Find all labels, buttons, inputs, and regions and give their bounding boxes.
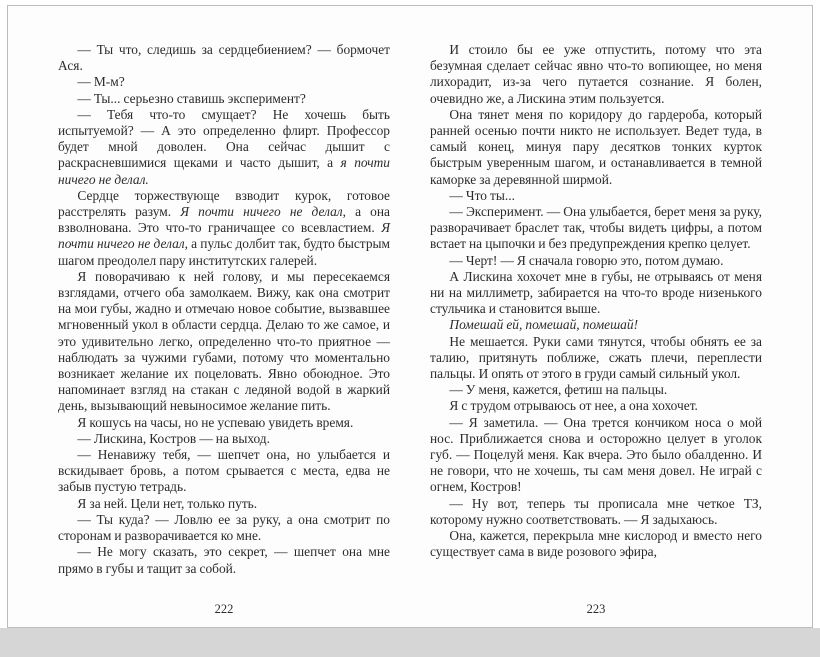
paragraph: — Ненавижу тебя, — шепчет она, но улыбается и вскидывает бровь, а потом срывается с места, едва не забыв пустую тетрадь. — [58, 447, 390, 495]
paragraph: Я с трудом отрываюсь от нее, а она хохочет. — [449, 398, 698, 414]
paragraph: И стоило бы ее уже отпустить, потому что эта безумная сделает сейчас явно что-то вопиющее, но меня лихорадит, из-за чего путается сознание. Я болен, очевидно же, а Лискина этим пользуется. — [430, 42, 762, 106]
paragraph: — У меня, кажется, фетиш на пальцы. — [449, 382, 668, 398]
paragraph: — Тебя что-то смущает? Не хочешь быть испытуемой? — А это определенно флирт. Профессор будет мной доволен. Она сейчас дышит с раскрасневшимися щеками и часто дышит, а я почти ничего не делал. — [58, 106, 390, 187]
paragraph: Она тянет меня по коридору до гардероба, который ранней осенью почти никто не использует. Ведет туда, в самый конец, минуя пару десятков тонких курток быстрым уверенным шагом, и останавливается в темной каморке за деревянной ширмой. — [430, 106, 762, 187]
right-page-text — [430, 42, 762, 561]
paragraph: Не мешается. Руки сами тянутся, чтобы обнять ее за талию, притянуть поближе, сжать плечи, переплести пальцы. И опять от этого в груди самый сильный укол. — [430, 333, 762, 382]
left-page — [58, 42, 390, 627]
paragraph: — Черт! — Я сначала говорю это, потом думаю. — [449, 252, 724, 268]
paragraph: — Ты куда? — Ловлю ее за руку, а она смотрит по сторонам и разворачивается ко мне. — [58, 511, 390, 544]
paragraph: А Лискина хохочет мне в губы, не отрываясь от меня ни на миллиметр, забирается на что-то вроде низенького стульчика и становится выше. — [430, 268, 762, 317]
paragraph: — Ну вот, теперь ты прописала мне четкое ТЗ, которому нужно соответствовать. — Я задыхаюсь. — [430, 495, 762, 527]
paragraph: Я кошусь на часы, но не успеваю увидеть время. — [77, 414, 354, 430]
paragraph: — Эксперимент. — Она улыбается, берет меня за руку, разворачивает браслет так, чтобы видеть цифры, а потом встает на цыпочки и без предупреждения крепко целует. — [430, 204, 762, 252]
paragraph: Я поворачиваю к ней голову, и мы пересекаемся взглядами, отчего оба замолкаем. Вижу, как она смотрит на мои губы, жадно и отмечаю новое событие, вызвавшее мгновенный укол в области сердца. Делаю то же самое, и это удивительно легко, определенно что-то приятное — наблюдать за чужими губами, потому что моментально возникает желание их поцеловать. Явно обоюдное. Это напоминает взгляд на стакан с ледяной водой в жаркий день, вызывающий невыносимое желание пить. — [58, 268, 390, 414]
left-page-number: 222 — [214, 602, 234, 616]
paragraph: Помешай ей, помешай, помешай! — [449, 317, 639, 333]
paragraph: — Лискина, Костров — на выход. — [77, 430, 270, 446]
book-spread — [7, 5, 813, 628]
left-page-text — [58, 42, 390, 577]
viewer-background-band — [0, 628, 820, 657]
paragraph: Она, кажется, перекрыла мне кислород и вместо него существует сама в виде розового эфира, — [430, 528, 762, 560]
paragraph: — Что ты... — [449, 187, 515, 203]
paragraph: — Не могу сказать, это секрет, — шепчет она мне прямо в губы и тащит за собой. — [58, 544, 390, 576]
paragraph: — М-м? — [77, 74, 125, 90]
paragraph: — Ты... серьезно ставишь эксперимент? — [77, 90, 306, 106]
paragraph: Я за ней. Цели нет, только путь. — [77, 495, 258, 511]
paragraph: — Ты что, следишь за сердцебиением? — бормочет Ася. — [58, 42, 390, 74]
right-page — [430, 42, 762, 627]
right-page-number: 223 — [586, 602, 606, 616]
paragraph: — Я заметила. — Она трется кончиком носа о мой нос. Приближается снова и осторожно целует в уголок губ. — Поцелуй меня. Как вчера. Это было обалденно. И не говори, что не хочешь, ты сам меня довел. Не играй с огнем, Костров! — [430, 414, 762, 495]
paragraph: Сердце торжествующе взводит курок, готовое расстрелять разум. Я почти ничего не делал, а она взволнована. Это что-то граничащее со всевластием. Я почти ничего не делал, а пульс долбит так, будто быстрым шагом преодолел пару институтских галерей. — [58, 187, 390, 268]
